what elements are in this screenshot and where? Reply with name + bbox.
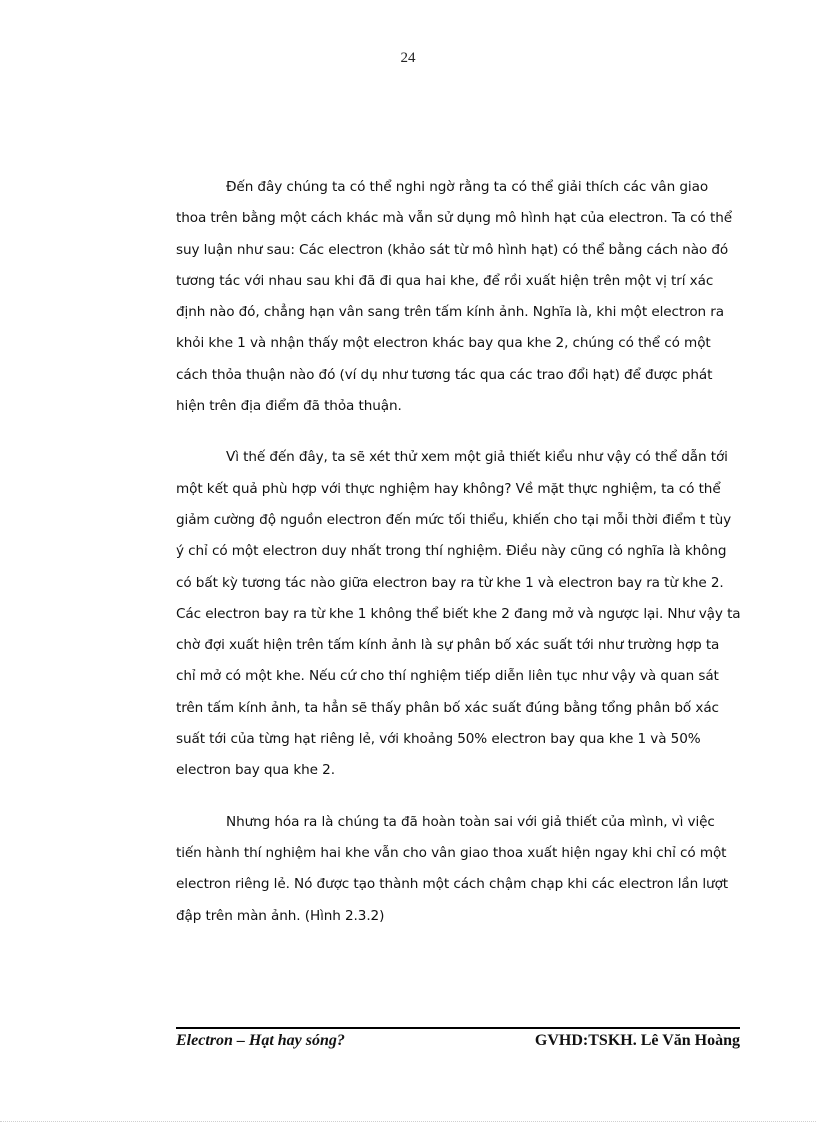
footer-advisor: GVHD:TSKH. Lê Văn Hoàng xyxy=(534,1032,740,1049)
page-number: 24 xyxy=(400,50,416,66)
paragraph: Vì thế đến đây, ta sẽ xét thử xem một giả thiết kiểu như vậy có thể dẫn tới một kết quả phù hợp với thực nghiệm hay không? Về mặt thực nghiệm, ta có thể giảm cường độ nguồn electron đến mức tối thiểu, khiến cho tại mỗi thời điểm t tùy ý chỉ có một electron duy nhất trong thí nghiệm. Điều này cũng có nghĩa là không có bất kỳ tương tác nào giữa electron bay ra từ khe 1 và electron bay ra từ khe 2. Các electron bay ra từ khe 1 không thể biết khe 2 đang mở và ngược lại. Như vậy ta chờ đợi xuất hiện trên tấm kính ảnh là sự phân bố xác suất tới như trường hợp ta chỉ mở có một khe. Nếu cứ cho thí nghiệm tiếp diễn liên tục như vậy và quan sát trên tấm kính ảnh, ta hẳn sẽ thấy phân bố xác suất đúng bằng tổng phân bố xác suất tới của từng hạt riêng lẻ, với khoảng 50% electron bay qua khe 1 và 50% electron bay qua khe 2. xyxy=(176,449,741,779)
footer-title: Electron – Hạt hay sóng? xyxy=(176,1032,345,1049)
body-text xyxy=(176,172,742,952)
page-footer xyxy=(176,1027,740,1050)
paragraph: Đến đây chúng ta có thể nghi ngờ rằng ta có thể giải thích các vân giao thoa trên bằng một cách khác mà vẫn sử dụng mô hình hạt của electron. Ta có thể suy luận như sau: Các electron (khảo sát từ mô hình hạt) có thể bằng cách nào đó tương tác với nhau sau khi đã đi qua hai khe, để rồi xuất hiện trên một vị trí xác định nào đó, chẳng hạn vân sang trên tấm kính ảnh. Nghĩa là, khi một electron ra khỏi khe 1 và nhận thấy một electron khác bay qua khe 2, chúng có thể có một cách thỏa thuận nào đó (ví dụ như tương tác qua các trao đổi hạt) để được phát hiện trên địa điểm đã thỏa thuận. xyxy=(176,179,732,415)
paragraph: Nhưng hóa ra là chúng ta đã hoàn toàn sai với giả thiết của mình, vì việc tiến hành thí nghiệm hai khe vẫn cho vân giao thoa xuất hiện ngay khi chỉ có một electron riêng lẻ. Nó được tạo thành một cách chậm chạp khi các electron lần lượt đập trên màn ảnh. (Hình 2.3.2) xyxy=(176,813,729,924)
